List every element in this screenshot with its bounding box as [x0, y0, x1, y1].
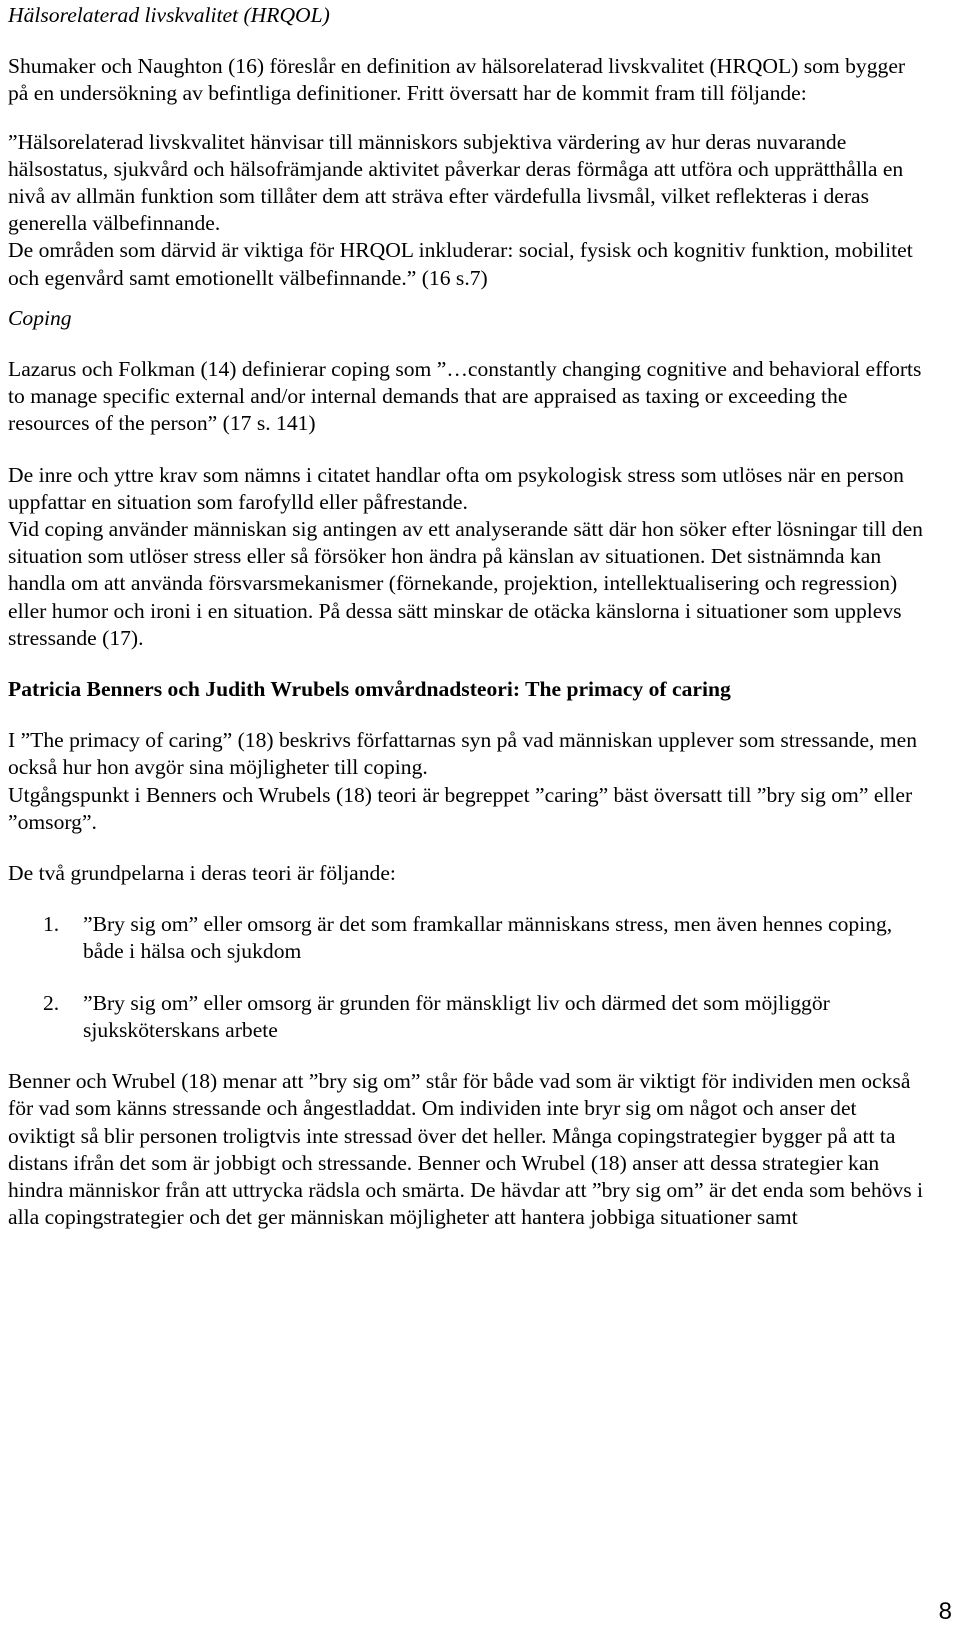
paragraph-coping-strategies: Vid coping använder människan sig antingen av ett analyserande sätt där hon söker efter lösningar till den situation som utlöser stress eller så försöker hon ändra på känslan av situationen. Det sistnämnda kan handla om att använda försvarsmekanismer (förnekande, projektion, intellektualisering och regression) eller humor och ironi i en situation. På dessa sätt minskar de otäcka känslorna i situationer som upplevs stressande (17). [8, 517, 923, 650]
paragraph-hrqol-intro: Shumaker och Naughton (16) föreslår en definition av hälsorelaterad livskvalitet (HRQOL) som bygger på en undersökning av befintliga definitioner. Fritt översatt har de kommit fram till följande: [8, 54, 906, 106]
quote-hrqol-areas: De områden som därvid är viktiga för HRQOL inkluderar: social, fysisk och kognitiv funktion, mobilitet och egenvård samt emotionellt välbefinnande.” (16 s.7) [8, 238, 913, 290]
section-heading-benner-wrubel: Patricia Benners och Judith Wrubels omvårdnadsteori: The primacy of caring [8, 677, 731, 702]
paragraph-coping-stress: De inre och yttre krav som nämns i citatet handlar ofta om psykologisk stress som utlöses när en person uppfattar en situation som farofylld eller påfrestande. [8, 462, 904, 514]
page-number: 8 [938, 1598, 952, 1625]
paragraph-benner-wrubel-stress: Benner och Wrubel (18) menar att ”bry sig om” står för både vad som är viktigt för individen men också för vad som känns stressande och ångestladdat. Om individen inte bryr sig om något och anser det oviktigt så blir personen troligtvis inte stressad över det heller. Många copingstrategier bygger på att ta distans ifrån det som är jobbigt och stressande. Benner och Wrubel (18) anser att dessa strategier kan hindra människor från att uttrycka rädsla och smärta. De hävdar att ”bry sig om” är det enda som behövs i alla copingstrategier och det ger människan möjligheter att hantera jobbiga situationer samt [8, 1069, 924, 1230]
list-item [8, 911, 924, 965]
list-item-number: 2. [43, 990, 60, 1015]
paragraph-pillars-intro: De två grundpelarna i deras teori är följande: [8, 861, 396, 886]
list-item [8, 990, 924, 1044]
pillars-list [8, 911, 924, 1044]
paragraph-primacy-of-caring: I ”The primacy of caring” (18) beskrivs författarnas syn på vad människan upplever som stressande, men också hur hon avgör sina möjligheter till coping. [8, 728, 918, 780]
list-item-text: ”Bry sig om” eller omsorg är grunden för mänskligt liv och därmed det som möjliggör sjuksköterskans arbete [83, 990, 830, 1042]
quote-hrqol-definition: ”Hälsorelaterad livskvalitet hänvisar till människors subjektiva värdering av hur deras nuvarande hälsostatus, sjukvård och hälsofrämjande aktivitet påverkar deras förmåga att utföra och upprätthålla en nivå av allmän funktion som tillåter dem att sträva efter värdefulla livsmål, vilket reflekteras i deras generella välbefinnande. [8, 129, 904, 236]
list-item-number: 1. [43, 912, 60, 937]
section-heading-coping: Coping [8, 305, 72, 330]
paragraph-coping-definition: Lazarus och Folkman (14) definierar coping som ”…constantly changing cognitive and behavioral efforts to manage specific external and/or internal demands that are appraised as taxing or exceeding the resources of the person” (17 s. 141) [8, 357, 922, 436]
section-heading-hrqol: Hälsorelaterad livskvalitet (HRQOL) [8, 3, 330, 27]
document-page [8, 2, 924, 1231]
list-item-text: ”Bry sig om” eller omsorg är det som framkallar människans stress, men även hennes coping, både i hälsa och sjukdom [83, 912, 893, 964]
paragraph-caring-concept: Utgångspunkt i Benners och Wrubels (18) teori är begreppet ”caring” bäst översatt till ”bry sig om” eller ”omsorg”. [8, 782, 913, 834]
